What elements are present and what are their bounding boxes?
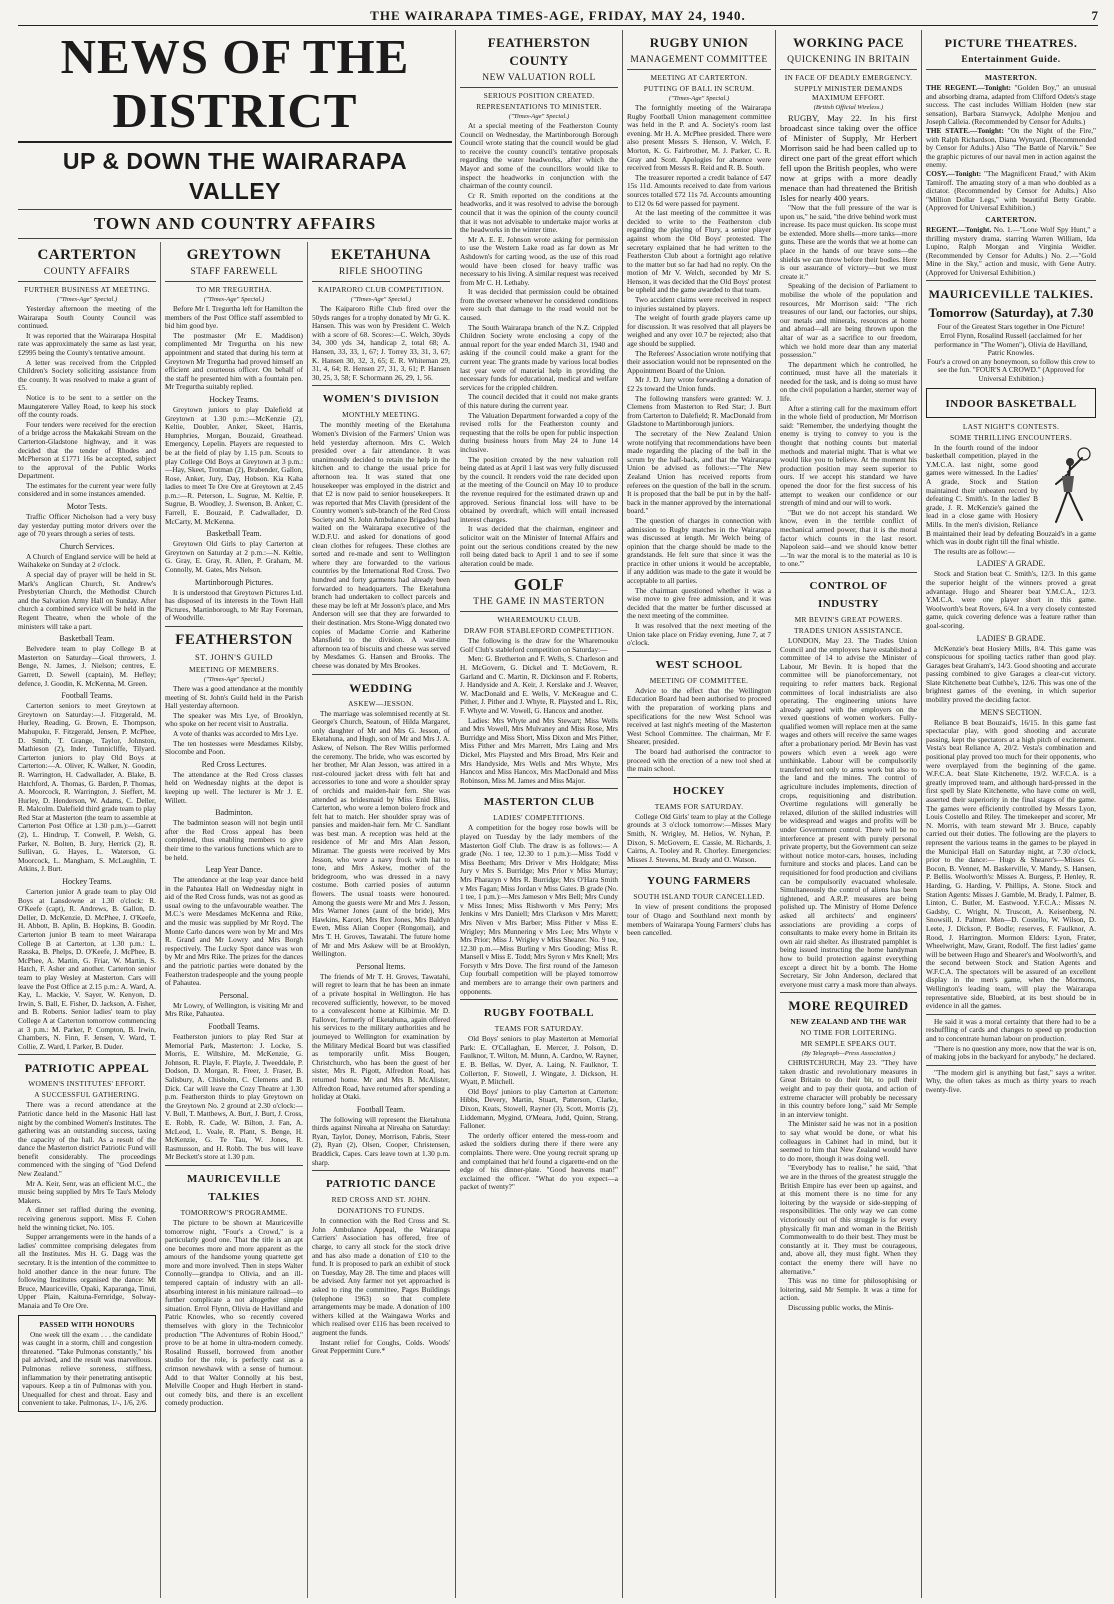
hockey-paragraph: College Old Girls' team to play at the College grounds at 3 o'clock tomorrow:—Misses Mary Smith, N. Wrigley, M. Helios, W. Nyhan, P. Dixon, S. McGovern, E. Cassie, M. Richards, J. Cairns, A. Tooley and R. Chorley. Emergencies: Misses J. Stevens, M. Brady and O. Watson. <box>627 811 771 864</box>
eketahuna-paragraph: The following will represent the Eketahuna thirds against Nireaha at Nireaha on Saturday: Ryan, Taylor, Doney, Morrison, Fabris, Steer (2), Ryan (2), Olsen, Cooper, Christensen, Braddick, Capes. Cars leave town at 1.30 p.m. sharp. <box>312 1114 450 1167</box>
featherston-county-paragraph: It was decided that the chairman, engineer and solicitor wait on the Minister of Internal Affairs and point out the serious conditions created by the new roll being dated back to April 1 and to see if some alteration could be made. <box>460 524 618 568</box>
mauriceville-deck2: TOMORROW'S PROGRAMME. <box>180 1207 288 1217</box>
listing-text: "The Magnificent Fraud," with Akim Tamiroff. The amazing story of a man who doubled as a dictator. (Recommended by Censor for Adults.) Also "Million Dollar Legs," with beautiful Betty Grable. (Approved for Universal Exhibition.) <box>926 168 1096 213</box>
greytown-deck2: TO MR TREGURTHA. <box>196 285 272 294</box>
greytown-paragraph: The postmaster (Mr E. Maddison) complimented Mr Tregurtha on his new appointment and stated that during his term at Greytown Mr Tregurtha had proved himself an efficient and courteous officer. On behalf of the staff he presented him with a fountain pen. Mr Tregurtha suitably replied. <box>165 330 303 392</box>
more-required-paragraph: The Minister said he was not in a position to say what would be done, or what his colleagues in Cabinet had in mind, but it seemed to him that New Zealand would have to do more, though it was doing well. <box>780 1119 917 1163</box>
rugby-union-paragraph: The weight of fourth grade players came up for discussion. It was resolved that all players be weighed and any over 10.7 be rejected; also that age should be supplied. <box>627 313 771 349</box>
subhead: Football Team. <box>356 1104 406 1114</box>
working-pace-deck2: IN FACE OF DEADLY EMERGENCY. <box>784 73 913 82</box>
patriotic-deck: WOMEN'S INSTITUTES' EFFORT. <box>28 1079 146 1089</box>
basketball-paragraph: Reliance B beat Bouzaid's, 16/15. In this game fast spectacular play, with good shooting and accurate passing, kept the spectators at a high pitch of excitement. Vesta's beat Reliance A, 20/2. Vesta's combination and positional play proved too much for their opponents, who were overplayed from the beginning of the game. W.F.C.A. beat Slate Kitchenette, 19/2. W.F.C.A. is a greatly improved team, and although hard-pressed in the first spell by Slate Kitchenette, who have come on well, asserted their superiority in the final stages of the game. The games were efficiently controlled by Messrs Lyon, Louis Costello and Riley. The timekeeper and scorer, Mr N. Morris, with team steward Mr J. Bruce, capably carried out their duties. The following are the players to represent the various teams in the games to be played in the Municipal Hall on Saturday night, at 7.30 o'clock, prior to the dance:— Hugo & Shearer's—Misses G. Bocon, B. Venner, M. Baskerville, V. Mandy, S. Hansen, P. Bellis. Woolworth's: Misses A. Burgess, P. Henley, R. Harding, G. Harding, V. Phillips, A. Stone. Stock and Station Agents: Misses J. Gamble, M. Brady, I. Palmer, B. Linton, C. Butler, M. Eastwood. Y.F.C.A.: Misses N. Gadsby, C. Wright, N. Truscott, A. Keisenberg, N. Snowsill, J. Palmer. Men—D. Costello, W. Wilson, D. Leete, J. Dickson, P. Bodle; reserves, F. Faulknor, A. Rood, J. Harrington. Mormon Elders: Lyon, Frater, Wheelwright, Maw, Grant, Rodolf. The first ladies' game will be between Hugo and Shearer's and Woolworth's, and the second between Stock and Station Agents and W.F.C.A. The spectators will be assured of an excellent display in the men's game, when the Mormons, Wellington's leading team, will play the Wairarapa representative side, Bluebird, at its best should be in evidence in all the games. <box>926 717 1096 1011</box>
patriotic-paragraph: There was a record attendance at the Patriotic dance held in the Masonic Hall last night by the combined Women's Institutes. The gathering was an outstanding success, taxing the capacity of the hall. As a result of the dance the Masterton district Patriotic Fund will benefit considerably. The proceedings commenced with the singing of "God Defend New Zealand." <box>18 1100 156 1179</box>
west-school-paragraph: The board had authorised the contractor to proceed with the erection of a new tool shed at the main school. <box>627 746 771 774</box>
patriotic-deck2: A SUCCESSFUL GATHERING. <box>34 1090 140 1100</box>
hockey-deck2: TEAMS FOR SATURDAY. <box>654 801 744 811</box>
mauriceville-talkies-time: Tomorrow (Saturday), at 7.30 <box>928 305 1094 321</box>
pulmonas-ad-heading: PASSED WITH HONOURS <box>39 1319 135 1329</box>
subhead: Church Services. <box>59 541 115 551</box>
basketball-deck2: LAST NIGHT'S CONTESTS. <box>962 421 1060 431</box>
carterton-paragraph: A Church of England service will be held at Waihakeke on Sunday at 2 o'clock. <box>18 551 156 570</box>
patriotic-paragraph: A dinner set raffled during the evening, receiving generous support. Miss F. Cohen held the winning ticket, No. 105. <box>18 1205 156 1232</box>
featherston-deck: ST. JOHN'S GUILD <box>194 652 274 662</box>
subhead: LADIES' A GRADE. <box>976 559 1046 569</box>
carterton-paragraph: A letter was received from the Crippled Children's Society soliciting assistance from the county. It was resolved to make a grant of £5. <box>18 357 156 393</box>
working-pace-credit: (British Official Wireless.) <box>813 104 884 111</box>
featherston-county-paragraph: The South Wairarapa branch of the N.Z. Crippled Children Society wrote enclosing a copy of the annual report for the year ended March 31, 1940 and asking if the council could make a grant for the current year. The grants made by various local bodies last year were of material help in providing the necessary funds for educational, medical and welfare services for the crippled children. <box>460 322 618 392</box>
working-pace-paragraph: Speaking of the decision of Parliament to mobilise the whole of the population and resources, Mr Morrison said: "The rich treasures of our land, our factories, our ships, our metals and minerals, resources at home and abroad—all are being thrown upon the altar of war as a sacrifice to our freedom, which we hold more dear than any material possession." <box>780 281 917 360</box>
mauriceville-heading: MAURICEVILLE TALKIES <box>186 1172 281 1203</box>
mauriceville-ad-text: Four of the Greatest Stars together in One Picture! <box>937 322 1085 332</box>
masterton-club-heading: MASTERTON CLUB <box>483 796 595 809</box>
district-title: NEWS OF THE DISTRICT <box>60 30 410 138</box>
woods-ad: Instant relief for Coughs, Colds. Woods' Great Peppermint Cure.* <box>312 1337 450 1356</box>
greytown-paragraph: It is understood that Greytown Pictures Ltd. has disposed of its interests in the Town Hall Pictures, Martinborough, to Mr Ray Foreman, of Woodville. <box>165 587 303 623</box>
carterton-regent-listing <box>926 226 1096 278</box>
basketball-paragraph: "There is no question any more, now that the war is on, of making jobs in the backyard for anybody," he declared. <box>926 1043 1096 1062</box>
golf-paragraph: Men: G. Bretherton and F. Wells, S. Charleson and H. McGovern, G. Dickel and T. McGovern, R. Garland and C. Martin, R. Dickinson and F. Roberts, J. Handyside and A. Keir, J. Kerslake and J. Weaver, W. MacDonald and E. Wells, V. McKeague and C. Pither, J. Pither and J. Whyte, R. Playsted and L. Rix, F. Whyte and W. Vowell, G. Hancox and another. <box>460 654 618 716</box>
greytown-credit: ("Times-Age" Special.) <box>203 296 265 303</box>
patriotic-dance-heading: PATRIOTIC DANCE <box>325 1178 437 1191</box>
greytown-paragraph: Before Mr I. Tregurtha left for Hamilton the members of the Post Office staff assembled to bid him good bye. <box>165 304 303 331</box>
subhead: Red Cross Lectures. <box>201 759 267 769</box>
rugby-union-paragraph: Mr J. D. Jury wrote forwarding a donation of £2 2s toward the Union funds. <box>627 375 771 393</box>
featherston-county-deck2: SERIOUS POSITION CREATED. <box>483 91 595 100</box>
eketahuna-deck: RIFLE SHOOTING <box>338 267 424 277</box>
featherston-paragraph: The attendance at the Red Cross classes held on Wednesday nights at the depot is keeping up well. The lecturer is Mr J. E. Willett. <box>165 769 303 805</box>
picture-theatres-column <box>926 30 1096 1598</box>
rugby-union-deck: MANAGEMENT COMMITTEE <box>630 55 768 65</box>
entertainment-guide-deck: Entertainment Guide. <box>961 55 1061 65</box>
masterton-club-deck: LADIES' COMPETITIONS. <box>493 813 585 823</box>
featherston-county-deck: NEW VALUATION ROLL <box>482 73 596 83</box>
golf-paragraph: The following is the draw for the Wharemouku Golf Club's stableford competition on Saturday:— <box>460 636 618 654</box>
more-required-paragraph: "Everybody has to realise," he said, "that we are in the throes of the greatest struggle the British Empire has ever been up against, and at this moment there is no time for any loitering by the wayside or side-stepping of responsibilities. The only way we can come victoriously out of this struggle is for every physically fit man and woman in the British Commonwealth to do their best. They must be constantly at it. They must be courageous, and, above all, they must fight. When they contact the enemy there will have no alternative." <box>780 1163 917 1276</box>
featherston-county-paragraph: It was decided that permission could be obtained from the overseer whenever he considered conditions were such that damage to the road would not be caused. <box>460 287 618 323</box>
rugby-union-deck3: PUTTING OF BALL IN SCRUM. <box>643 84 755 93</box>
column-rule <box>455 30 456 1598</box>
mauriceville-talkies-ad-heading: MAURICEVILLE TALKIES. <box>928 287 1094 302</box>
featherston-county-column <box>460 30 618 1598</box>
indoor-basketball-heading: INDOOR BASKETBALL <box>945 397 1077 410</box>
carterton-paragraph: The estimates for the current year were fully considered and in some instances amended. <box>18 480 156 499</box>
patriotic-dance-paragraph: In connection with the Red Cross and St. John Ambulance Appeal, the Wairarapa Carriers' Association has offered, free of charge, to carry all stock for the stock drive and has also made a donation of £10 to the fund. It is proposed to park an exhibit of stock on Tuesday, May 28. The time and places will be advised. Any farmer not yet approached is asked to ring the committee, Pages Buildings (telephone 1963) so that complete arrangements may be made. A donation of 100 withers killed at the Waingawa Works and which realised over £116 has been received to augment the funds. <box>312 1216 450 1337</box>
featherston-paragraph: A vote of thanks was accorded to Mrs Lye. <box>173 728 299 738</box>
greytown-paragraph: Greytown Old Girls to play Carterton at Greytown on Saturday at 2 p.m.:—N. Keltie, G. Gray, E. Gray, R. Allen, P. Graham, M. Connolly, M. Gates, Mrs Nelson. <box>165 539 303 575</box>
town-label: CARTERTON. <box>985 214 1037 224</box>
hockey-heading: HOCKEY <box>673 784 725 797</box>
working-pace-paragraph: After a stirring call for the maximum effort in the whole field of production, Mr Morrison said: "Remember, the underlying thought the enemy is trying to convey to you is the thought that nothing counts but material methods and material might. That is what we would like you to believe. At the moment his production position may seem superior to ours. If we accept his standard we have opened the door for the first success of his attempt to weaken our confidence or our strength of mind and our will to work. <box>780 403 917 508</box>
mauriceville-ad-text: Errol Flynn, Rosalind Russell (acclaimed for her performance in "The Women"), Olivia de Havilland, Patric Knowles. <box>934 331 1088 358</box>
cosy-listing <box>926 170 1096 213</box>
eketahuna-paragraph: The monthly meeting of the Eketahuna Women's Division of the Farmers' Union was held yesterday afternoon. Mrs C. Welch presided over a fair attendance. It was unanimously decided to retain the help in the kitchen and to change the usual price for afternoon tea. It was stated that one housekeeper was employed in the district and that £2 is now paid to senior housekeepers. It was reported that Mrs Clavith (president of the Country women's sub-branch of the Red Cross Society and St. John Ambulance Brigades) had waited on the Wairarapa executive of the W.D.F.U. and asked for donations of good clean clothes for refugees. These clothes are sorted and re-made and sent to Wellington where they are forwarded to the various countries by the International Red Cross. Two hundred and forty garments had already been forwarded to headquarters. The Eketahuna branch had undertaken to collect parcels and these may be left at Mr Josson's place, and Mrs Anderson will see that they are forwarded to their destination. Mrs Stone-Wigg donated two copies of Madame Corrie and Katherine Mansfield to the division. A war-time afternoon tea of biscuits and cheese was served by Mesdames G. Hansen and Brooks. The cheese was donated by Mrs Brookes. <box>312 420 450 670</box>
subhead: Football Teams. <box>208 1022 260 1031</box>
subhead: Motor Tests. <box>66 502 108 512</box>
greytown-column <box>165 242 303 1598</box>
rugby-union-column <box>627 30 771 1598</box>
featherston-county-paragraph: At a special meeting of the Featherston County Council on Wednesday, the Martinborough Borough Council wrote stating that the council would be glad to receive the county council's tentative proposals regarding the water headworks, after which the Mayor and some of the councillors would like to inspect the headworks in conjunction with the chairman of the county council. <box>460 121 618 191</box>
rugby-union-paragraph: The fortnightly meeting of the Wairarapa Rugby Football Union management committee was held in the P. and A. Society's room last evening. Mr H. A. McPhee presided. There were also present Messrs S. Henson, V. Welch, F. Morton, K. G. Fairbrother, M. J. Parker, C. R. Gray and Scott. Apologies for absence were received from Messrs R. Reid and R. B. South. <box>627 103 771 173</box>
listing-title: REGENT.—Tonight. <box>926 224 992 234</box>
working-pace-paragraph: The department which he controlled, he continued, must have all the materials it needed for the task, and is doing so must have on the civil population a harder, sterner way of life. <box>780 359 917 404</box>
featherston-county-paragraph: The council decided that it could not make grants of this nature during the current year. <box>460 392 618 410</box>
rugby-union-paragraph: The question of charges in connection with admission to Rugby matches in the Wairarapa was discussed at length. Mr Welch being of opinion that the charge should be made to the grandstands. He felt sure that since it was the practice in other unions it would be acceptable, if any addition was made to the gate it would be acceptable to all parties. <box>627 515 771 586</box>
rugby-union-deck2: MEETING AT CARTERTON. <box>650 73 748 82</box>
control-of-industry-deck2: TRADES UNION ASSISTANCE. <box>793 625 904 635</box>
patriotic-paragraph: Mr A. Keir, Senr, was an efficient M.C., the music being supplied by Mrs Te Tau's Melody Makers. <box>18 1178 156 1205</box>
eketahuna-credit: ("Times-Age" Special.) <box>350 296 412 303</box>
more-required-credit: (By Telegraph—Press Association.) <box>801 1050 896 1058</box>
more-required-deck2: NO TIME FOR LOITERING. <box>800 1028 897 1038</box>
patriotic-dance-deck3: DONATIONS TO FUNDS. <box>337 1206 425 1216</box>
picture-theatres-heading: PICTURE THEATRES. <box>944 36 1078 50</box>
column-rule <box>775 30 776 1598</box>
listing-text: "On the Night of the Fire," with Ralph Richardson, Diana Wynyard. (Recommended by Censor for Adults.) Also "The Battle of Narvik." See the graphic pictures of our naval men in action against the enemy. <box>926 125 1096 170</box>
carterton-heading: CARTERTON <box>37 247 137 263</box>
golf-deck: THE GAME IN MASTERTON <box>473 597 605 608</box>
more-required-paragraph: CHRISTCHURCH, May 23. "They have taken drastic and revolutionary measures in Great Britain to do their bit, to pull their weight and to pay their quota, and action of extreme character will probably be necessary in this country before long," said Mr Semple in an interview tonight. <box>780 1058 917 1119</box>
greytown-paragraph: Greytown juniors to play Dalefield at Greytown at 1.30 p.m.:—McKenzie (2), Keltie, Doubler, Anker, Skeet, Harris, Humphries, Morgan, Bouzaid, Greathead. Emergency, Lepelin. Players are requested to be at the field of play by 1.15 p.m. Scouts to play College Old Boys at Greytown at 3 p.m.:—Hay, Skeet, Trotman (2), Brabender, Gallon, Rose, Anker, Jury, Day, Hobson. Kia Kaha ladies to meet Te Ore Ore at Greytown at 2.45 p.m.:—R. Peterson, L. Sugrue, M. Keltie, P. Sugrue, B. Woodley, J. Swenson, B. Anker, C. Farrell, E. Bouzaid, P. Cadwallader, D. McCarty, M. McKenna. <box>165 404 303 526</box>
rugby-football-deck2: TEAMS FOR SATURDAY. <box>494 1024 584 1034</box>
patriotic-heading: PATRIOTIC APPEAL <box>24 1061 150 1076</box>
control-of-industry-heading: CONTROL OF INDUSTRY <box>809 579 888 610</box>
featherston-deck2: MEETING OF MEMBERS. <box>188 665 280 674</box>
state-listing <box>926 127 1096 170</box>
carterton-paragraph: Carterton junior A grade team to play Old Boys at Lansdowne at 1.30 o'clock: R. O'Keefe (capt), R. Andrews, B. Gallon, D. Deller, D. McKenzie, D. McPhee, J. O'Keefe, H. Abbott, B. Aplin, B. Hopkins, B. Goodin. Carterton junior B team to meet Wairarapa College B at Carterton, at 1.30 p.m.: L. Rasska, B. Phelps, D. O'Keefe, J. McPhee, B. McPhee, A. Martin, G. Friar, W. Martin, S. Hatch, F. Asher and another. Carterton senior team to play Wesley at Masterton. Cars will leave the Post Office at 2.15 p.m.: A. Ward, A. Kay, L. Mackie, V. Sayer, W. Kenyon, D. Irwin, S. Ball, E. Fisher, D. Jackson, A. Fisher, and B. Roberts. Senior ladies' team to play College A at Carterton tomorrow commencing at 3 p.m.: M. Parker, P. Compton, B. Irwin, Chambers, N. Finn, F. Jensen, V. Ward, T. Collie, Z. Ward, I. Parker, B. Duder. <box>18 887 156 1051</box>
working-pace-deck: QUICKENING IN BRITAIN <box>787 55 910 65</box>
young-farmers-heading: YOUNG FARMERS <box>647 875 751 888</box>
eketahuna-deck2: KAIPARORO CLUB COMPETITION. <box>318 285 444 294</box>
rugby-union-paragraph: The treasurer reported a credit balance of £47 15s 11d. Amounts received to date from various sources totalled £72 11s 7d. Accounts amounting to £12 0s 6d were passed for payment. <box>627 172 771 208</box>
featherston-heading: FEATHERSTON <box>175 632 293 648</box>
womens-division-heading: WOMEN'S DIVISION <box>322 393 440 406</box>
mauriceville-paragraph: The picture to be shown at Mauriceville tomorrow night, "Four's a Crowd," is a particularly good one. That the title is an apt one becomes more and more apparent as the amours of the handsome young quartette get more and more involved. Then in steps Walter Connolly—grandpa to Olivia, and an ill-tempered captain of industry with an all-absorbing interest in his miniature railroad—to further complicate a not altogether simple situation. Errol Flynn, Olivia de Havilland and Patric Knowles, who so recently covered themselves with glory in the Technicolor production "The Adventures of Robin Hood," prove to be at home in ultra-modern comedy. Rosalind Russell, borrowed from another studio for the role, is perfectly cast as a crimson newshawk with a sense of humour. Add to that Walter Connolly at his best, Melville Cooper and Hugh Herbert in stand-out comedy bits, and there is an excellent comedy production. <box>165 1217 303 1408</box>
more-required-deck3: MR SEMPLE SPEAKS OUT. <box>800 1039 897 1049</box>
carterton-paragraph: Notice is to be sent to a settler on the Maungaterere Valley Road, to keep his stock off the county roads. <box>18 392 156 420</box>
rugby-football-paragraph: Old Boys' seniors to play Masterton at Memorial Park: E. O'Callaghan, E. Mercer, J. Polson, D. Faulknor, T. Wilton, M. Munn, A. Cardno, W. Rayner, E. B. Bellas, W. Dyer, A. Laing, N. Faulknor, T. Collerton, F. Stowell, J. Wingate, J. Dickson, H. Wyatt, P. Mitchell. <box>460 1034 618 1087</box>
west-school-heading: WEST SCHOOL <box>655 658 743 671</box>
wedding-deck: ASKEW—JESSON. <box>348 698 414 708</box>
page-number: 7 <box>1091 8 1098 23</box>
featherston-paragraph: There was a good attendance at the monthly meeting of St. John's Guild held in the Parish Hall yesterday afternoon. <box>165 684 303 711</box>
listing-text: "Golden Boy," an unusual and absorbing drama, adapted from Clifford Odets's stage success. The cast includes William Holden (new star sensation), Barbara Stanwyck, Adolphe Menjou and Joseph Calleia. (Recommended by Censor for Adults.) <box>926 83 1096 127</box>
control-of-industry-deck: MR BEVIN'S GREAT POWERS. <box>794 614 903 624</box>
town-label: MASTERTON. <box>984 73 1038 82</box>
featherston-county-paragraph: Cr R. Smith reported on the conditions at the headworks, and it was resolved to advise the borough council that it was the opinion of the county council that it was not advisable to undertake major works at the headworks in the winter time. <box>460 190 618 235</box>
district-subtitle: TOWN AND COUNTRY AFFAIRS <box>93 214 377 233</box>
golf-deck2: WHAREMOUKU CLUB. <box>497 615 581 625</box>
basketball-deck3: SOME THRILLING ENCOUNTERS. <box>949 432 1072 442</box>
eketahuna-heading: EKETAHUNA <box>330 247 432 263</box>
featherston-county-paragraph: The Valuation Department forwarded a copy of the revised rolls for the Featherston county and requesting that the rolls be open for public inspection during business hours from May 24 to June 14 inclusive. <box>460 410 618 454</box>
carterton-credit: ("Times-Age" Special.) <box>56 296 118 303</box>
filler-paragraph: "The modern girl is anything but fast," says a writer. Why, the often takes as much as thirty years to reach twenty-five. <box>926 1067 1096 1094</box>
rugby-union-heading: RUGBY UNION <box>649 35 749 50</box>
carterton-deck2: FURTHER BUSINESS AT MEETING. <box>24 285 150 294</box>
patriotic-dance-deck2: RED CROSS AND ST. JOHN. <box>331 1195 431 1205</box>
eketahuna-paragraph: The friends of Mr T. H. Groves, Tawatahi, will regret to learn that he has been an inmate of a private hospital in Wellington. He has recovered sufficiently, however, to be moved to a convalescent home at Kilbirnie. Mr D. Fallover, formerly of Eketahuna, again offered his services to the military authorities and he journeyed to Wellington for examination by the Military Medical Board but was classified as temporarily unfit. Miss Bougen, Christchurch, who has been the guest of her sister, Mrs R. Pigott, Alfredton Road, has returned home. Mr and Mrs B. McAlister, Alfredton Road, have returned after spending a holiday at Otaki. <box>312 971 450 1102</box>
featherston-credit: ("Times-Age" Special.) <box>203 676 265 683</box>
featherston-paragraph: Featherston juniors to play Red Star at Memorial Park, Masterton: J. Locke, S. Morris, E. Wiltshire, M. McKenzie, G. Johnson, R. Playle, F. Playle, J. Tweeddale, P. Dodson, D. Morgan, R. Freer, J. Fraser, B. Salisbury, A. Chisholm, C. Clemens and B. Dick. Car will leave the Cozy Theatre at 1.30 p.m. Featherston thirds to play Greytown on the Greytown No. 2 ground at 2.30 o'clock:—V. Bull, T. Matthews, A. Burt, J. Burt, J. Cross, E. Robb, R. Cade, W. Bilton, J. Fan, A. McLeod, L. Veale, R. Plant, S. Benge, H. McKenzie, G. Te Tau, W. Jones, R. Rasmusson, and H. Robb. The bus will leave Mr Beckett's store at 1.30 p.m. <box>165 1032 303 1162</box>
rugby-football-heading: RUGBY FOOTBALL <box>483 1007 595 1020</box>
working-pace-deck3: SUPPLY MINISTER DEMANDS MAXIMUM EFFORT. <box>794 84 903 102</box>
masthead-title: THE WAIRARAPA TIMES-AGE, FRIDAY, MAY 24, 1940. <box>370 8 746 23</box>
womens-division-deck: MONTHLY MEETING. <box>342 410 420 420</box>
working-pace-heading: WORKING PACE <box>793 35 904 50</box>
subhead: Hockey Teams. <box>62 877 112 887</box>
featherston-paragraph: The badminton season will not begin until after the Red Cross appeal has been completed, thus enabling members to give their time to the various functions which are to be held. <box>165 818 303 862</box>
west-school-deck2: MEETING OF COMMITTEE. <box>649 675 749 685</box>
patriotic-paragraph: Supper arrangements were in the hands of a ladies' committee comprising delegates from all the Institutes. Mrs H. G. Dagg was the secretary. It is the intention of the committee to hold another dance in the near future. The following Institutes organised the dance: Mt Bruce, Mauriceville, Opaki, Kaparanga, Tinui, Upper Plain, Kaituna-Fernridge, Solway-Manaia and Te Ore Ore. <box>18 1232 156 1310</box>
district-section <box>18 30 452 1598</box>
carterton-column <box>18 242 156 1598</box>
carterton-paragraph: It was reported that the Wairarapa Hospital rate was approximately the same as last year, £2995 being the County's tentative amount. <box>18 330 156 357</box>
subhead: Basketball Team. <box>59 634 115 644</box>
rugby-union-paragraph: The following transfers were granted: W. J. Clemens from Masterton to Red Star; J. Burt from Carterton to Dalefield; R. MacDonald from Gladstone to Martinborough juniors. <box>627 393 771 429</box>
carterton-paragraph: Traffic Officer Nicholson had a very busy day yesterday putting motor drivers over the age of 70 years through a series of tests. <box>18 512 156 539</box>
rugby-football-paragraph: Old Boys' juniors to play Carterton at Carterton: Hibbs, Devery, Martin, Stuart, Patterson, Clarke, Dixon, Keats, Stowell, Rayner (3), Scott, Morris (2), Liddemann, Mygind, O'Meara, Judd, Quinn, Strang, Falloner. <box>460 1086 618 1131</box>
eketahuna-paragraph: The Kaiparoro Rifle Club fired over the 50yds ranges for a trophy donated by Mr G. K. Hansen. This was won by President C. Welch with a score of 68. Scores:—C. Welch, 30yds 34, 300 yds 34, handicap 2, total 68; A. Hansen, 33, 33, 1, 67; J. Torrey 33, 31, 3, 67; K. Hansen 30, 32, 3, 65; E. R. Whiteman 29, 31, 4, 64; R. Hensen 27, 31, 3, 61; P. Hansen 30, 25, 3, 58; F. Schormann 26, 29, 1, 56. <box>312 304 450 382</box>
more-required-paragraph: Discussing public works, the Minis- <box>788 1302 894 1312</box>
column-rule <box>921 30 922 1598</box>
listing-title: THE STATE.—Tonight: <box>926 125 1004 135</box>
carterton-paragraph: Belvedere team to play College B at Masterton on Saturday—Goal throwers, J. Benge, N. James, J. Nielson; centres, E. Garrett, D. Sewell (captain), M. Hefley; defence, J. Goodin, K. McKenna, M. Green. <box>18 644 156 688</box>
golf-paragraph: Ladies: Mrs Whyte and Mrs Stewart; Miss Wells and Mrs Vowell, Mrs Mulvaney and Miss Rose, Mrs Burridge and Miss Short, Miss Dixon and Mrs Pither, Miss Pither and Mrs Marrett, Mrs Laing and Mrs Dickel, Mrs Playsted and Mrs Broad, Mrs Keir and Mrs Handyside, Mrs Wells and Mrs Whyte, Mrs Hancox and Miss Hancox, Mrs MacDonald and Miss Robinson, Miss M. James and Miss Major. <box>460 715 618 785</box>
subhead: Football Teams. <box>61 691 113 701</box>
young-farmers-paragraph: In view of present conditions the proposed tour of Otago and Southland next month by members of Wairarapa Young Farmers' clubs has been cancelled. <box>627 902 771 938</box>
district-banner: UP & DOWN THE WAIRARAPA VALLEY <box>62 148 408 204</box>
control-of-industry-paragraph: LONDON, May 23. The Trades Union Council and the employers have established a committee of 14 to advise the Minister of Labour, Mr Bevin. It is hoped that the committee will be pianoforcementary, not requiring to refer matters back. Regional committees of local industrialists are also operating. The engineering unions have already agreed with the employers on the vexed questions of women workers. Fully-qualified women will replace men at the same wages and others will receive the same wages after a probationary period. Mr Bevin has vast powers which even a week ago were unthinkable. Labour will be compulsorily transferred not only to arms work but also to the land and the mines. The control of agriculture includes implements, direction of crops, requisitioning and distribution. Overtime regulations will generally be relaxed, dilution of the skilled industries will be widespread and wages and profits will be under Government control. There will be no interference at present with purely personal private property, but the Government can seize without notice motor-cars, houses, including furniture and stocks and places. Land can be requisitioned for food production and civilians can be compulsorily evacuated wholesale. Simultaneously the control of aliens has been tightened, and A.R.P. measures are being polished up. The Ministry of Home Defence asked all architects' and engineers' associations are providing a corps of consultants to make every home in Britain its own air raid shelter. As illustrated pamphlet is being issued instructing the home handyman how to build protection against everything except a direct hit by a bomb. The Home Secretary, Sir John Anderson, declared that everyone must carry a mask more than always. <box>780 635 917 989</box>
subhead: MEN'S SECTION. <box>980 707 1042 717</box>
rugby-union-paragraph: Two accident claims were received in respect to injuries sustained by players. <box>627 295 771 313</box>
basketball-paragraph: In the fourth round of the indoor basketball competition, played in the Y.M.C.A. last night, some good games were witnessed. In the Ladies' A grade, Stock and Station maintained their unbeaten record by defeating C. Smith's. In the ladies' B grade, J. R. McKenzie's gained the lead in a close game with Hosiery Mills. In the men's division, Reliance B maintained their lead by defeating Bouzaid's in a game which was in doubt right till the final whistle. <box>926 442 1096 547</box>
young-farmers-deck2: SOUTH ISLAND TOUR CANCELLED. <box>633 892 765 902</box>
rugby-union-paragraph: The chairman questioned whether it was a wise move to give free admission, and it was decided that the matter be further discussed at the next meeting of the committee. <box>627 585 771 621</box>
basketball-paragraph: McKenzie's beat Hosiery Mills, 8/4. This game was conspicuous for spoiling tactics rather than good play. Garages beat Graham's, 14/3. Good shooting and accurate passing combined to give Garages a clear-cut victory. Slate Kitchenette beat Cuthbe's, 12/6. This was one of the brightest games of the evening, in which superior mobility proved the deciding factor. <box>926 643 1096 705</box>
golf-deck3: DRAW FOR STABLEFORD COMPETITION. <box>463 626 615 636</box>
featherston-paragraph: The attendance at the leap year dance held in the Pahautea Hall on Wednesday night in aid of the Red Cross funds, was not as good as usual owing to the unfavourable weather. The M.C.'s were Mesdames McKenna and Rike, and the music was supplied by Mr Royd. The Monte Carlo dances were won by Mr and Mrs R. Grand and Mr Lowry and Mrs Borgh respectively. The Lucky Spot dance was won by Mr and Mrs Rike. The prizes for the dances and the patriotic parties were donated by the Featherston tradespeople and the young people of Pahautea. <box>165 875 303 988</box>
rugby-union-credit: ("Times-Age" Special.) <box>668 95 730 102</box>
wedding-heading: WEDDING <box>349 680 413 695</box>
working-pace-paragraph: "But we do not accept his standard. We know, even in the terrible conflict of mechanical armed power, that it is the moral factor which counts in the last resort. Napoleon said—and we should know better—'In war the moral is to the material as 10 is to one.'" <box>780 507 917 569</box>
golf-paragraph: A competition for the bogey rose bowls will be played on Tuesday by the lady members of the Masterton Golf Club. The draw is as follows:— A grade (No. 1 tee, 12.30 to 1 p.m.):—Miss Todd v Miss Beetham; Mrs Driver v Mrs Holdgate; Miss Jury v Mrs S. Burridge; Mrs Prior v Miss Murray; Mrs Pharazyn v Mrs R. Burridge; Mrs O'Hara Smith v Mrs Fagan; Miss Jordan v Miss Gates. B grade (No. 1 tee, 1 p.m.):—Mrs Jameson v Mrs Bell; Mrs Cundy v Miss Innes; Miss Rishworth v Mrs Perry; Mrs Jenkins v Mrs Daniell; Mrs Clarkson v Mrs Marett; Mrs Niven v Mrs Barber; Miss Pither v Miss E. Wrigley; Mrs Munnering v Mrs Lee; Mrs Whyte v Mrs Prior; Miss J. Wrigley v Miss Shearer. No. 9 tee, 12.30 p.m.—Miss Burling v Mrs Gooding; Miss R. Mansell v Miss E. Todd; Mrs Syron v Mrs Knell; Mrs Forsyth v Mrs Dove. The first round of the Jameson Cup fourball competition will be played tomorrow and members are to arrange their own partners and opponents. <box>460 823 618 996</box>
eketahuna-column <box>312 242 450 1598</box>
eketahuna-paragraph: The marriage was solemnised recently at St. George's Church, Seatoun, of Hilda Margaret, only daughter of Mr and Mrs G. Jesson, of Eketahuna, and Hugh, son of Mr and Mrs J. A. Askew, of Nelson. The Rev Willis performed the ceremony. The bride, who was escorted by her brother, Mr Alan Jesson, was attired in a rust-coloured jacket dress with felt hat and accessories to tone and wore a shoulder spray of orchids and maiden-hair fern. She was attended as bridesmaid by Miss Enid Bliss, Carterton, who wore a lemon bolero frock and felt hat to match. Her shoulder spray was of pansies and maiden-hair fern. Mr C. Sandlant was best man. A reception was held at the residence of Mr and Mrs Alan Jesson, Miramar. The guests were received by Mrs Jesson, who wore a navy frock with hat to tone, and Mrs Askew, mother of the bridegroom, who was dressed in a navy costume. Both carried posies of autumn flowers. The usual toasts were honoured. Among the guests were Mr and Mrs J. Jesson, Mrs Warner Jones (aunt of the bride), Mrs Hawkins, Karori, Mrs Rex Jones, Mrs Baldyn Ewen, Miss Alian Cooper (Rongomai), and Mrs T. H. Groves, Tawatahi. The future home of Mr and Mrs Askew will be at Brooklyn, Wellington. <box>312 708 450 959</box>
basketball-player-illustration <box>1042 446 1096 526</box>
listing-title: THE REGENT.—Tonight: <box>926 83 1011 92</box>
golf-heading: GOLF <box>513 575 565 595</box>
basketball-paragraph: He said it was a moral certainty that there had to be a reshuffling of cards and changes to speed up production and to concentrate human labour on production. <box>926 1016 1096 1044</box>
listing-title: COSY.—Tonight: <box>926 168 982 178</box>
carterton-paragraph: Yesterday afternoon the meeting of the Wairarapa South County Council was continued. <box>18 304 156 331</box>
regent-listing <box>926 84 1096 127</box>
carterton-paragraph: Carterton seniors to meet Greytown at Greytown on Saturday:—J. Fitzgerald, M. Hurley, Reading, G. Brown, E. Thompson, Mahupuku, F. Fitzgerald, Jensen, P. McPhee, D. Smith, T. Grange, Taylor, Johnston, Mathieson (2), Inder, Tunnicliffe, Tilyard. Carterton juniors to play Old Boys at Carterton:—A. Oliver, K. Walker, N. Goodin, R. Warrington, H. Cadwallader, A. Blake, B. Hatchford, A. Thomas, G. Barden, P. Thomas, A. Moorcock, R. Warrington, J. Sieffert, M. Hurley, D. Henderson, W. Adams, C. Deller, R. Malcolm. Dalefield third grade team to play Red Star at Masterton (the team to assemble at Carterton Post Office at 1.30 p.m.):—Garrett (2), L. Hindrup, T. Conwell, P. Welsh, G. Parker, N. Bolten, B. Jury, Herrick (2), R. Sullivan, G. Hayes, L. Waterson, G. Moorcock, L. Mangham, S. McLaughlin, T. Atkins, J. Burt. <box>18 701 156 874</box>
subhead: Personal Items. <box>356 961 406 971</box>
featherston-county-paragraph: Mr A. E. E. Johnson wrote asking for permission to use the Western Lake road as far down as Mr Ashdown's for carting wood, as the use of this road would have been closed for heavy traffic was necessary to his living. A similar request was received from Mr C. H. Lethaby. <box>460 234 618 287</box>
carterton-deck: COUNTY AFFAIRS <box>43 267 131 277</box>
rugby-union-paragraph: The secretary of the New Zealand Union wrote notifying that recommendations have been made regarding the placing of the ball in the scrum by the half-back, and that the Wairarapa Union be advised as follows:—"The New Zealand Union has received reports from referees on the question of the ball in the scrum. It is proposed that the ball be put in by the half-back in the manner approved by the international board." <box>627 428 771 516</box>
rugby-union-paragraph: It was resolved that the next meeting of the Union take place on Friday evening, June 7, at 7 o'clock. <box>627 621 771 648</box>
featherston-county-credit: ("Times-Age" Special.) <box>508 113 570 120</box>
subhead: Badminton. <box>215 808 253 818</box>
carterton-paragraph: Four tenders were received for the erection of a bridge across the Makakahi Stream on the Carterton-Gladstone highway, and it was decided that the tender of Rhodes and McPherson at £1771 16s be accepted, subject to the approval of the Public Works Department. <box>18 419 156 481</box>
subhead: LADIES' B GRADE. <box>976 633 1046 643</box>
subhead: Personal. <box>219 990 249 1000</box>
more-required-heading: MORE REQUIRED <box>788 998 909 1014</box>
featherston-county-deck3: REPRESENTATIONS TO MINISTER. <box>476 102 602 111</box>
featherston-county-heading: FEATHERSTON COUNTY <box>487 35 591 68</box>
masthead <box>18 8 1098 26</box>
rugby-union-paragraph: At the last meeting of the committee it was decided to write to the Featherston club regarding the playing of Flury, a senior player against whom the Old Boys' protested. The secretary explained that he had written to the Featherston Club about a fortnight ago relative to the matter but so far had had no reply. On the motion of Mr V. Welch, seconded by Mr S. Henson, it was decided that the Old Boys' protest be upheld and the game awarded to that team. <box>627 208 771 295</box>
working-pace-lead: RUGBY, May 22. In his first broadcast since taking over the office of Minister of Supply, Mr Herbert Morrison said he had been called up to direct one part of the great effort which fell upon the British peoples, who were now at grips with a more deadly menace than had threatened the British Isles for nearly 400 years. <box>780 113 917 203</box>
subhead: Basketball Team. <box>206 529 262 539</box>
pulmonas-ad-text: One week till the exam . . . the candidate was caught in a storm, chill and congestion threatened. "Take Pulmonas constantly," his pal advised, and the result was marvellous. Pulmonas relieve soreness, stiffness, inflammation by their penetrating antiseptic vapours. Keep a tin of Pulmonas with you. Unequalled for chest and throat. Easy and convenient to take. Pulmonas, 1/-, 1/6, 2/6. <box>22 1329 152 1408</box>
more-required-deck: NEW ZEALAND AND THE WAR <box>790 1017 907 1027</box>
subhead: Martinborough Pictures. <box>194 577 274 587</box>
basketball-paragraph: The results are as follow:— <box>934 546 1016 556</box>
working-pace-paragraph: "Now that the full pressure of the war is upon us," he said, "the drive behind work must increase. Its pace must quicken. Its scope must be extended. More shells—more tanks—more guns. These are the words that we at home can place in the hands of our brave sons—the shields we can throw before their bodies. Here is our assurance of victory—but we must create it." <box>780 203 917 281</box>
column-rule <box>622 30 623 1598</box>
subhead: Hockey Teams. <box>209 394 259 404</box>
basketball-paragraph: Stock and Station beat C. Smith's, 12/3. In this game the superior height of the winners proved a great advantage. Hugo and Shearer beat Y.M.C.A., 12/3. Y.M.C.A. were one player short in this game. Woolworth's beat Rovers, 6/4. In a very closely contested game, quick covering defence was a feature rather than goal-scoring. <box>926 569 1096 630</box>
carterton-paragraph: A special day of prayer will be held in St. Mark's Anglican Church, St. Andrew's Presbyterian Church, the Methodist Church and the Salvation Army Hall on Sunday. After church a combined service will be held in the Regent Theatre, when the whole of the ministers will take a part. <box>18 570 156 631</box>
featherston-paragraph: The speaker was Mrs Lye, of Brooklyn, who spoke on her recent visit to Australia. <box>165 710 303 729</box>
rugby-football-paragraph: The orderly officer entered the mess-room and asked the soldiers during there if there were any complaints. There were. One young recruit sprang up and complained that he'd found a cigarette-end on the edge of his dinner-plate. "Good heavens man!" exclaimed the officer. "What do you expect—a packet of twenty?" <box>460 1130 618 1192</box>
working-pace-column <box>780 30 917 1598</box>
featherston-county-paragraph: The position created by the new valuation roll being dated as at April 1 last was very fully discussed by the council. It renders void the rate decided upon at the meeting of the Council on May 10 to produce the revenue required for the estimated drawn up and approved. Serious financial loss will have to be obtained by overdraft, which will entail increased interest charges. <box>460 454 618 524</box>
more-required-paragraph: This was no time for philosophising or loitering, said Mr Semple. It was a time for action. <box>780 1276 917 1303</box>
mauriceville-ad-text: Four's a crowd on any honeymoon, so follow this crew to see the fun. "FOUR'S A CROWD." (Approved for Universal Exhibition.) <box>927 356 1095 384</box>
greytown-heading: GREYTOWN <box>186 247 282 263</box>
west-school-paragraph: Advice to the effect that the Wellington Education Board had been authorised to proceed with the preparation of working plans and specifications for the new West School was received at last night's meeting of the Masterton West School Committee. The chairman, Mr F. Shearer, presided. <box>627 685 771 747</box>
featherston-paragraph: Mr Lowry, of Wellington, is visiting Mr and Mrs Rike, Pahautea. <box>165 1000 303 1019</box>
featherston-paragraph: The ten hostesses were Mesdames Kilsby, Slocombe and Poon. <box>165 738 303 757</box>
subhead: Leap Year Dance. <box>205 865 263 875</box>
rugby-union-paragraph: The Referees' Association wrote notifying that their association would not be represented on the Appointment Board of the Union. <box>627 348 771 375</box>
greytown-deck: STAFF FAREWELL <box>190 267 278 277</box>
listing-text: No. 1.—"Lone Wolf Spy Hunt," a thrilling mystery drama, starring Warren William, Ida Lupino, Ralph Morgan and Virginia Weidler. (Recommended by Censor for Adults.) No. 2.—"Gold Mine in the Sky," action and music, with Gene Autry. (Approved for Universal Exhibition.) <box>926 224 1096 277</box>
